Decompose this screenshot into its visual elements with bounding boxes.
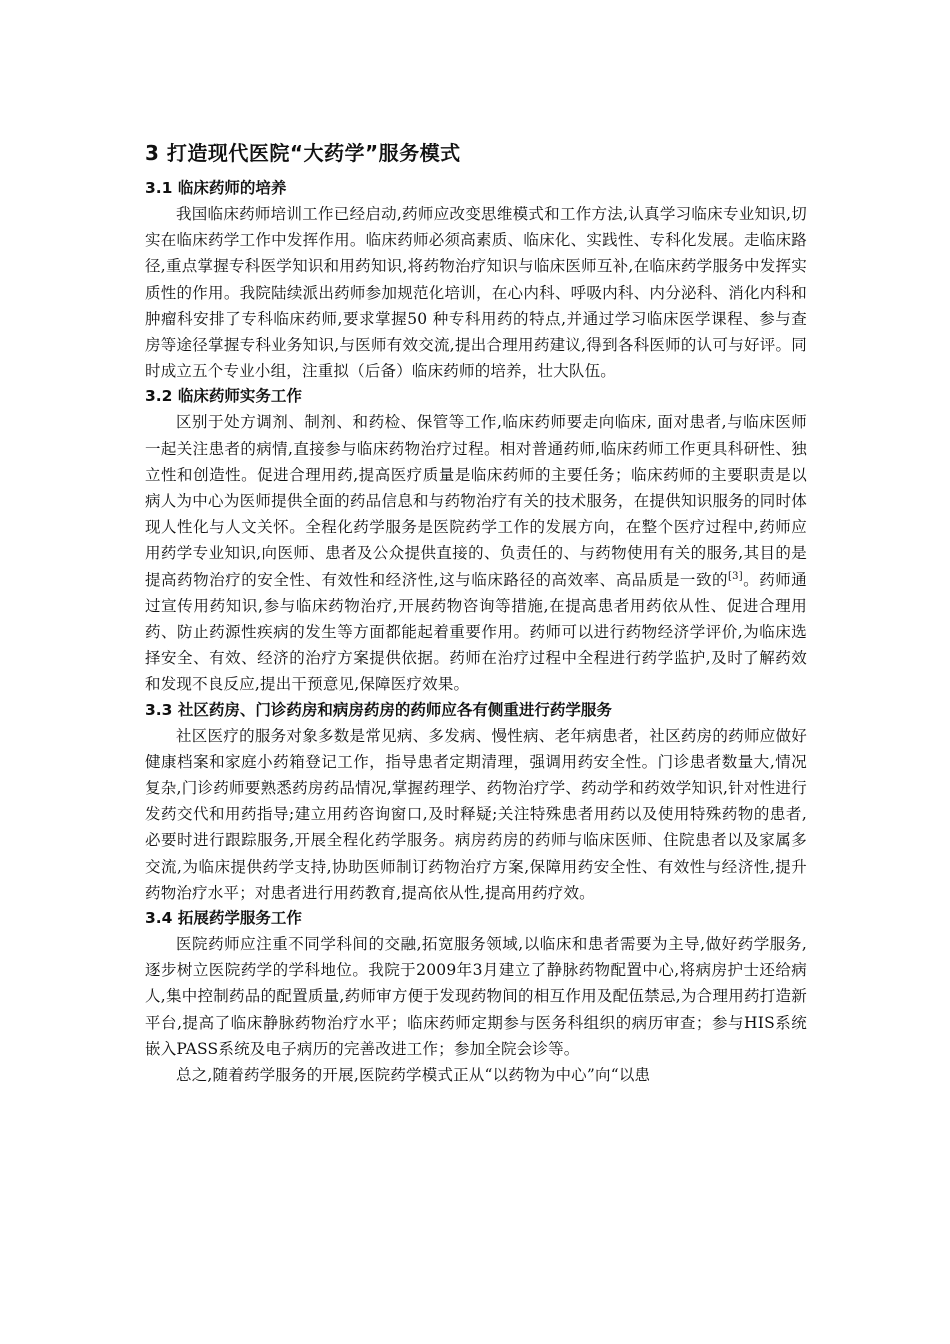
body-paragraph: 总之,随着药学服务的开展,医院药学模式正从“以药物为中心”向“以患: [176, 1066, 651, 1085]
paragraph-text: 。药师通过宣传用药知识,参与临床药物治疗,开展药物咨询等措施,在提高患者用药依从性、促进合理用药、防止药源性疾病的发生等方面都能起着重要作用。药师可以进行药物经济学评价,为临床选择安全、有效、经济的治疗方案提供依据。药师在治疗过程中全程进行药学监护,及时了解药效和发现不良反应,提出干预意见,保障医疗效果。: [145, 570, 807, 694]
body-paragraph: 医院药师应注重不同学科间的交融,拓宽服务领域,以临床和患者需要为主导,做好药学服务,逐步树立医院药学的学科地位。我院于2009年3月建立了静脉药物配置中心,将病房护士还给病人,集中控制药品的配置质量,药师审方便于发现药物间的相互作用及配伍禁忌,为合理用药打造新平台,提高了临床静脉药物治疗水平；临床药师定期参与医务科组织的病历审查；参与HIS系统嵌入PASS系统及电子病历的完善改进工作；参加全院会诊等。: [145, 935, 807, 1058]
section-3-1: [145, 176, 807, 384]
body-paragraph: 社区医疗的服务对象多数是常见病、多发病、慢性病、老年病患者，社区药房的药师应做好健康档案和家庭小药箱登记工作，指导患者定期清理，强调用药安全性。门诊患者数量大,情况复杂,门诊药师要熟悉药房药品情况,掌握药理学、药物治疗学、药动学和药效学知识,针对性进行发药交代和用药指导;建立用药咨询窗口,及时释疑;关注特殊患者用药以及使用特殊药物的患者,必要时进行跟踪服务,开展全程化药学服务。病房药房的药师与临床医师、住院患者以及家属多交流,为临床提供药学支持,协助医师制订药物治疗方案,保障用药安全性、有效性与经济性,提升药物治疗水平；对患者进行用药教育,提高依从性,提高用药疗效。: [145, 726, 807, 902]
section-3-2: [145, 384, 807, 697]
body-paragraph: 我国临床药师培训工作已经启动,药师应改变思维模式和工作方法,认真学习临床专业知识,切实在临床药学工作中发挥作用。临床药师必须高素质、临床化、实践性、专科化发展。走临床路径,重点掌握专科医学知识和用药知识,将药物治疗知识与临床医师互补,在临床药学服务中发挥实质性的作用。我院陆续派出药师参加规范化培训，在心内科、呼吸内科、内分泌科、消化内科和肿瘤科安排了专科临床药师,要求掌握50 种专科用药的特点,并通过学习临床医学课程、参与查房等途径掌握专科业务知识,与医师有效交流,提出合理用药建议,得到各科医师的认可与好评。同时成立五个专业小组，注重拟（后备）临床药师的培养，壮大队伍。: [145, 205, 807, 381]
section-heading: 3.3 社区药房、门诊药房和病房药房的药师应各有侧重进行药学服务: [145, 700, 612, 719]
section-heading: 3.4 拓展药学服务工作: [145, 909, 302, 928]
section-3-4: [145, 906, 807, 1088]
citation-reference: [3]: [728, 570, 743, 582]
body-paragraph: [145, 409, 807, 697]
section-heading: 3.1 临床药师的培养: [145, 179, 287, 197]
chapter-title: 3 打造现代医院“大药学”服务模式: [145, 141, 461, 165]
section-heading: 3.2 临床药师实务工作: [145, 387, 302, 406]
section-3-3: [145, 698, 807, 906]
paragraph-text: 区别于处方调剂、制剂、和药检、保管等工作,临床药师要走向临床, 面对患者,与临床医师一起关注患者的病情,直接参与临床药物治疗过程。相对普通药师,临床药师工作更具科研性、独立性和创造性。促进合理用药,提高医疗质量是临床药师的主要任务；临床药师的主要职责是以病人为中心为医师提供全面的药品信息和与药物治疗有关的技术服务，在提供知识服务的同时体现人性化与人文关怀。全程化药学服务是医院药学工作的发展方向，在整个医疗过程中,药师应用药学专业知识,向医师、患者及公众提供直接的、负责任的、与药物使用有关的服务,其目的是提高药物治疗的安全性、有效性和经济性,这与临床路径的高效率、高品质是一致的: [145, 413, 807, 589]
document-page: [145, 138, 807, 1088]
